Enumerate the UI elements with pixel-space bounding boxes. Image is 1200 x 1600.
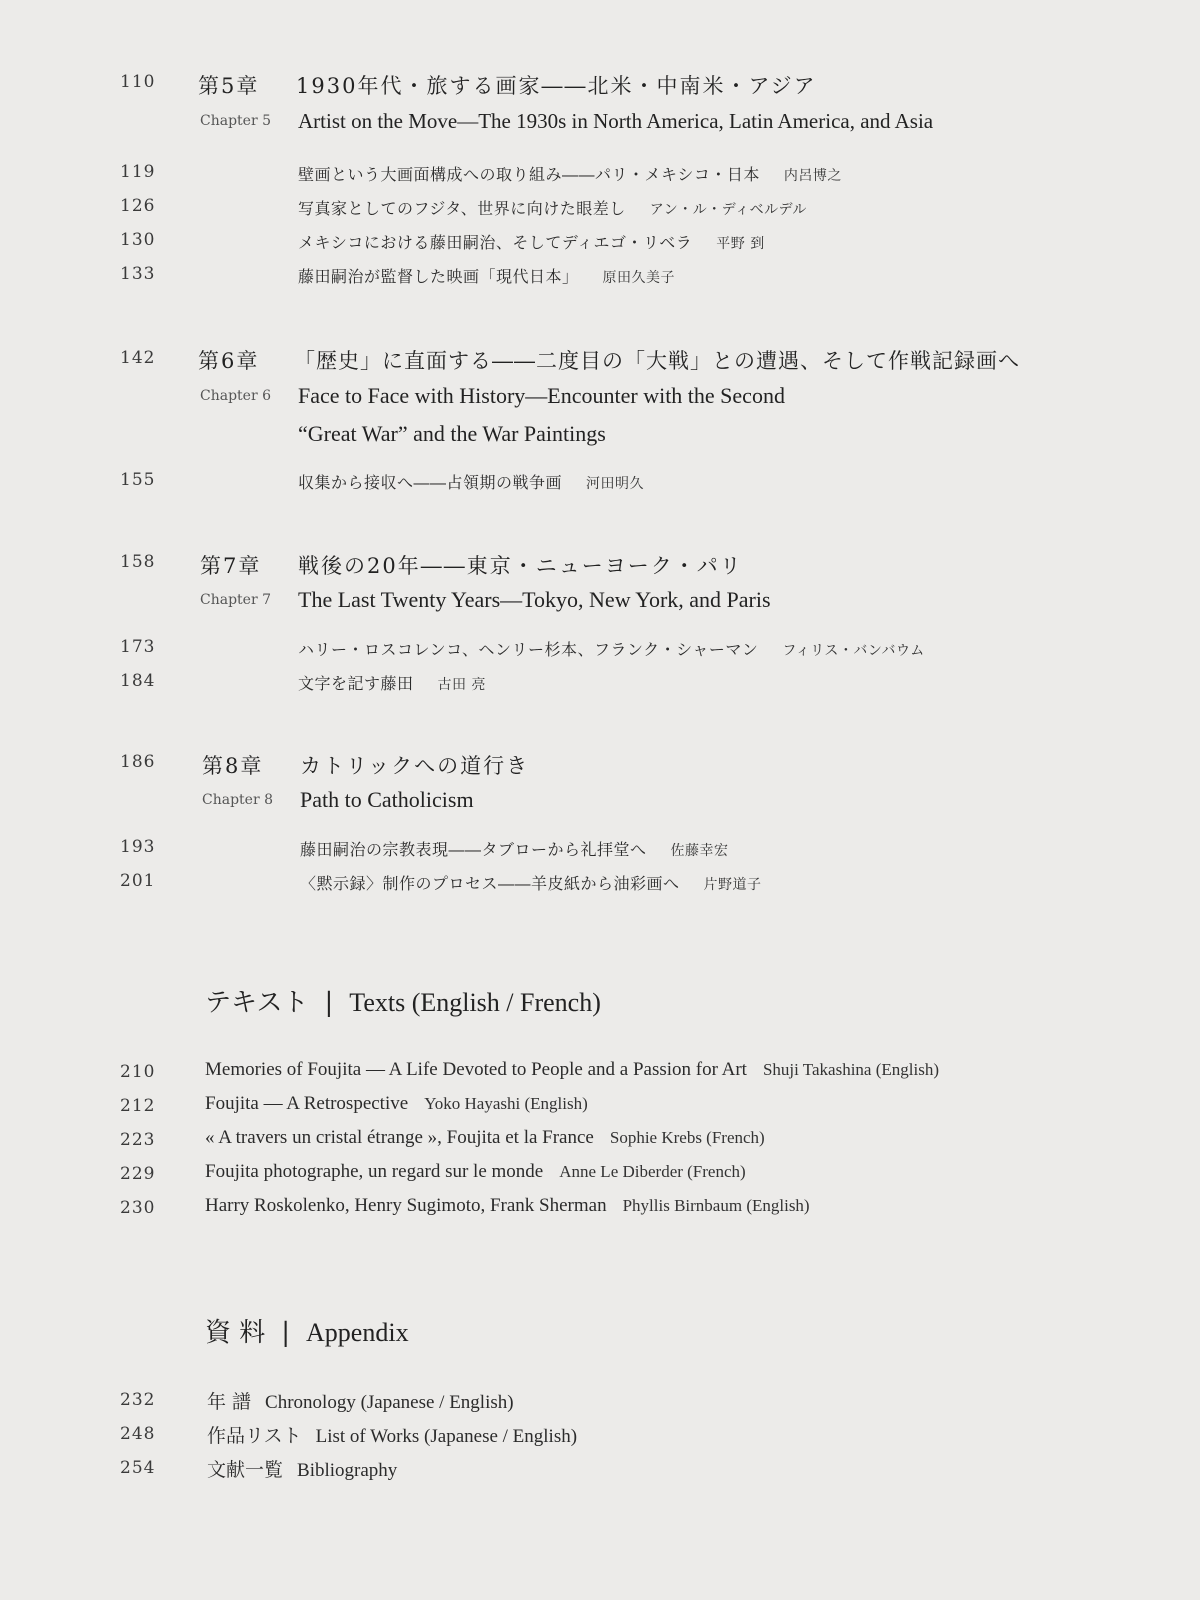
heading-separator: | — [324, 988, 334, 1018]
sub-entry — [298, 637, 925, 660]
text-title: Harry Roskolenko, Henry Sugimoto, Frank Sherman — [205, 1195, 607, 1216]
sub-title: 壁画という大画面構成への取り組み――パリ・メキシコ・日本 — [298, 165, 760, 184]
sub-entry — [298, 230, 765, 253]
text-title: Memories of Foujita — A Life Devoted to People and a Passion for Art — [205, 1059, 747, 1080]
sub-author: アン・ル・ディベルデル — [649, 202, 807, 218]
text-author: Anne Le Diberder (French) — [559, 1162, 746, 1181]
sub-page-number: 184 — [120, 671, 156, 691]
text-page-number: 210 — [120, 1062, 156, 1082]
chapter-8-page-number: 186 — [120, 752, 156, 772]
appendix-heading-jp: 資 料 — [205, 1318, 266, 1348]
sub-title: 写真家としてのフジタ、世界に向けた眼差し — [298, 199, 626, 218]
appendix-en: Bibliography — [297, 1460, 398, 1481]
appendix-jp: 年 譜 — [207, 1391, 252, 1413]
chapter-5-label: Chapter 5 — [200, 113, 271, 129]
sub-author: 内呂博之 — [783, 168, 842, 184]
sub-entry — [298, 196, 807, 219]
chapter-6-jp-title: 「歴史」に直面する――二度目の「大戦」との遭遇、そして作戦記録画へ — [294, 349, 1020, 373]
chapter-8-jp-heading: 第8章 — [202, 754, 264, 778]
appendix-entry — [207, 1421, 577, 1448]
appendix-en: List of Works (Japanese / English) — [315, 1426, 578, 1447]
appendix-page-number: 248 — [120, 1424, 156, 1444]
sub-page-number: 193 — [120, 837, 156, 857]
chapter-6-en-title-line-2: “Great War” and the War Paintings — [298, 421, 606, 446]
chapter-7-label: Chapter 7 — [200, 592, 271, 608]
appendix-jp: 作品リスト — [207, 1425, 302, 1447]
chapter-5-jp-heading: 第5章 — [198, 74, 260, 98]
sub-page-number: 130 — [120, 230, 156, 250]
text-page-number: 223 — [120, 1130, 156, 1150]
appendix-entry — [207, 1455, 397, 1482]
sub-title: メキシコにおける藤田嗣治、そしてディエゴ・リベラ — [298, 233, 693, 252]
chapter-7-jp-heading: 第7章 — [200, 554, 262, 578]
sub-entry — [298, 470, 644, 493]
chapter-8-en-title: Path to Catholicism — [300, 787, 474, 812]
sub-page-number: 155 — [120, 470, 156, 490]
sub-entry — [298, 162, 842, 185]
sub-page-number: 126 — [120, 196, 156, 216]
text-title: Foujita — A Retrospective — [205, 1093, 409, 1114]
chapter-7-en-title: The Last Twenty Years—Tokyo, New York, and Paris — [298, 587, 771, 612]
chapter-5-page-number: 110 — [120, 72, 156, 92]
appendix-heading-en: Appendix — [306, 1318, 409, 1347]
sub-page-number: 173 — [120, 637, 156, 657]
texts-section-heading — [205, 982, 601, 1019]
text-entry — [205, 1161, 746, 1183]
chapter-5-en-title: Artist on the Move—The 1930s in North America, Latin America, and Asia — [298, 109, 934, 133]
chapter-7-jp-title: 戦後の20年――東京・ニューヨーク・パリ — [298, 554, 743, 578]
appendix-en: Chronology (Japanese / English) — [265, 1392, 514, 1413]
chapter-8-label: Chapter 8 — [202, 792, 273, 808]
text-page-number: 229 — [120, 1164, 156, 1184]
sub-author: フィリス・バンバウム — [782, 643, 925, 659]
sub-entry — [300, 837, 729, 860]
text-entry — [205, 1127, 765, 1149]
chapter-5-jp-title: 1930年代・旅する画家――北米・中南米・アジア — [296, 74, 817, 98]
text-entry — [205, 1059, 939, 1081]
chapter-7-page-number: 158 — [120, 552, 156, 572]
appendix-page-number: 254 — [120, 1458, 156, 1478]
sub-entry — [298, 264, 675, 287]
sub-page-number: 119 — [120, 162, 156, 182]
text-title: « A travers un cristal étrange », Foujita et la France — [205, 1127, 594, 1148]
sub-author: 古田 亮 — [437, 677, 486, 693]
text-entry — [205, 1195, 810, 1217]
sub-entry — [300, 871, 762, 894]
appendix-entry — [207, 1387, 514, 1414]
text-author: Sophie Krebs (French) — [609, 1128, 765, 1147]
appendix-jp: 文献一覧 — [207, 1459, 284, 1481]
sub-title: ハリー・ロスコレンコ、ヘンリー杉本、フランク・シャーマン — [298, 640, 759, 659]
sub-entry — [298, 671, 486, 694]
sub-title: 藤田嗣治の宗教表現――タブローから礼拝堂へ — [300, 840, 647, 859]
texts-heading-jp: テキスト — [205, 988, 309, 1018]
sub-author: 片野道子 — [703, 877, 762, 893]
text-author: Yoko Hayashi (English) — [424, 1094, 588, 1113]
sub-title: 藤田嗣治が監督した映画「現代日本」 — [298, 267, 579, 286]
text-page-number: 212 — [120, 1096, 156, 1116]
sub-author: 原田久美子 — [602, 270, 676, 286]
sub-author: 佐藤幸宏 — [670, 843, 729, 859]
text-author: Shuji Takashina (English) — [762, 1060, 939, 1079]
sub-page-number: 201 — [120, 871, 156, 891]
appendix-section-heading — [205, 1312, 409, 1349]
sub-title: 〈黙示録〉制作のプロセス――羊皮紙から油彩画へ — [300, 874, 680, 893]
chapter-8-jp-title: カトリックへの道行き — [300, 754, 530, 778]
text-title: Foujita photographe, un regard sur le monde — [205, 1161, 544, 1182]
text-page-number: 230 — [120, 1198, 156, 1218]
sub-title: 収集から接収へ――占領期の戦争画 — [298, 473, 563, 492]
sub-author: 平野 到 — [716, 236, 765, 252]
appendix-page-number: 232 — [120, 1390, 156, 1410]
texts-heading-en: Texts (English / French) — [349, 988, 601, 1017]
sub-title: 文字を記す藤田 — [298, 674, 414, 693]
chapter-6-jp-heading: 第6章 — [198, 349, 260, 373]
chapter-6-page-number: 142 — [120, 348, 156, 368]
heading-separator: | — [281, 1318, 291, 1348]
chapter-6-label: Chapter 6 — [200, 388, 271, 404]
sub-author: 河田明久 — [586, 476, 645, 492]
chapter-6-en-title-line-1: Face to Face with History—Encounter with the Second — [298, 383, 785, 408]
text-author: Phyllis Birnbaum (English) — [622, 1196, 810, 1215]
text-entry — [205, 1093, 588, 1115]
sub-page-number: 133 — [120, 264, 156, 284]
